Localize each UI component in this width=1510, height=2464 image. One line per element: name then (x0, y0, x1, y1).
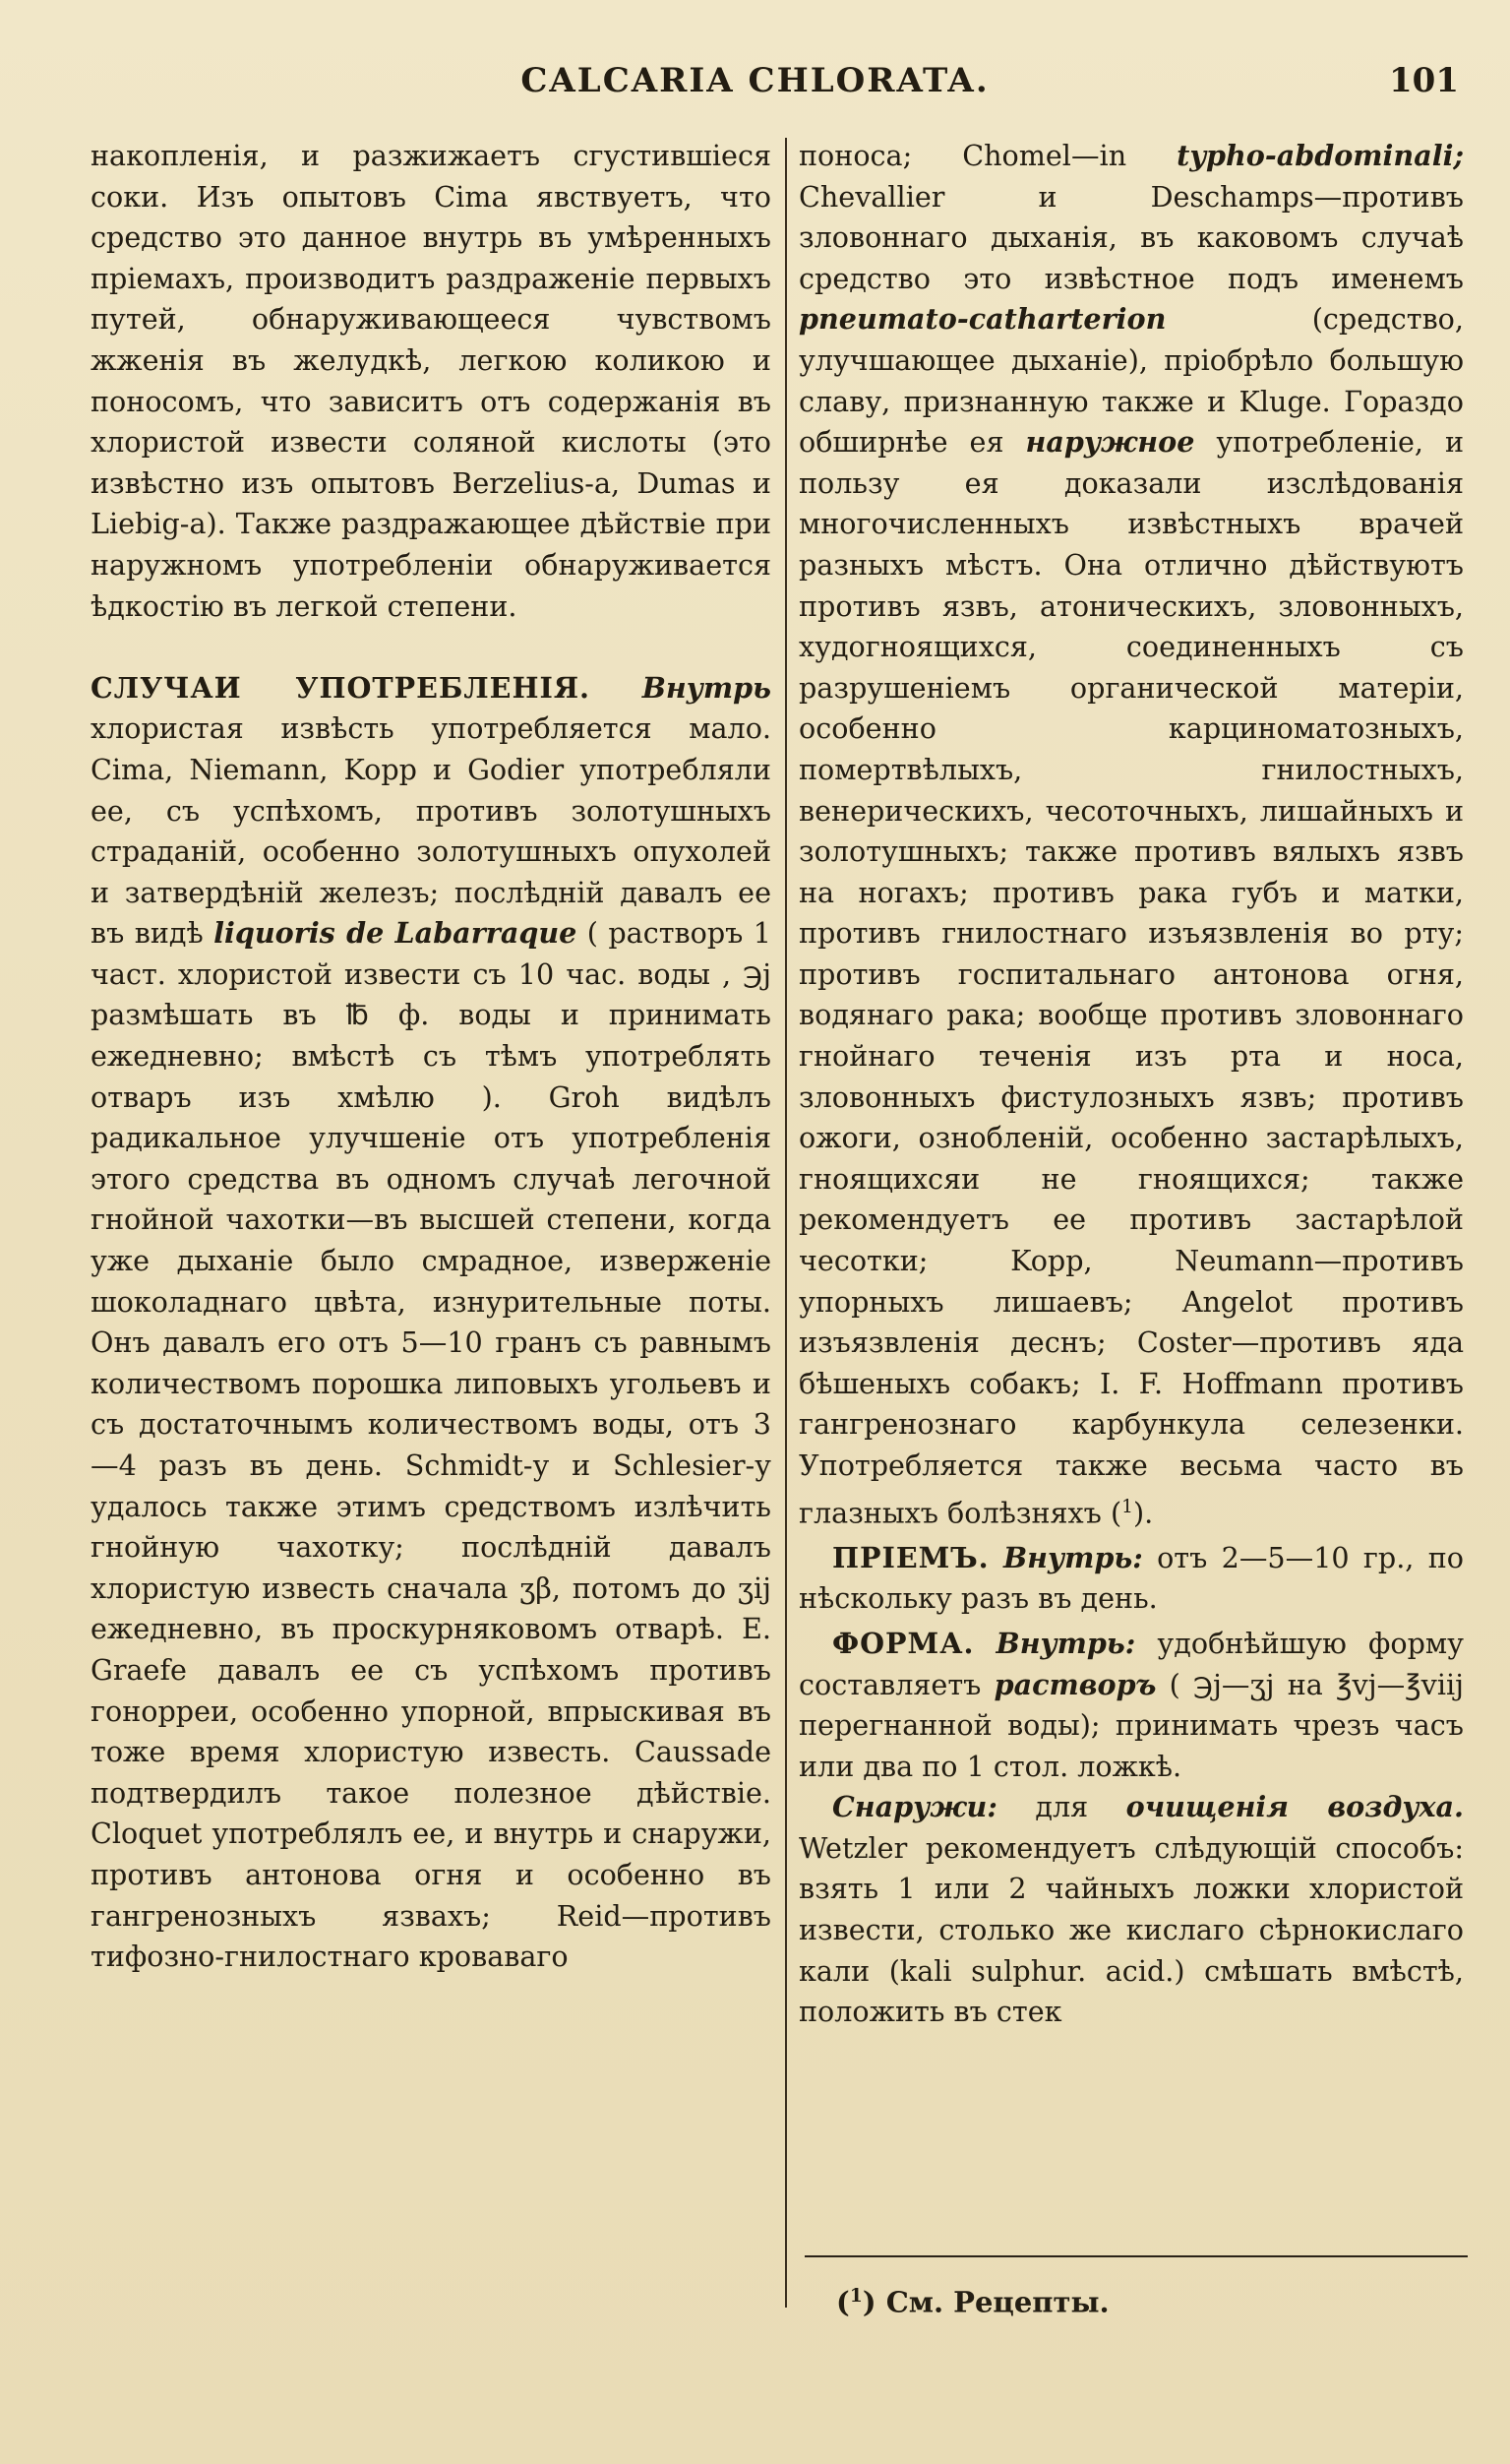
italic-internal: Внутрь: (996, 1626, 1136, 1660)
page-number: 101 (1389, 61, 1459, 100)
italic-air-cleaning: очищенія воздуха. (1125, 1790, 1464, 1824)
text-run: Chevallier и Deschamps—противъ зловоннаго дыханія, въ каковомъ случаѣ средство это извѣстное подъ именемъ (799, 179, 1464, 295)
left-column (91, 136, 771, 1978)
text-run: хлористая извѣсть употребляется мало. Cima, Niemann, Kopp и Godier употребляли ее, съ успѣхомъ, противъ золотушныхъ страданій, особенно золотушныхъ опухолей и затвердѣній железъ; послѣдній давалъ ее въ видѣ (91, 711, 771, 951)
italic-pneumato: pneumato-catharterion (799, 302, 1167, 337)
column-divider (785, 138, 787, 2308)
text-run: ( растворъ 1 част. хлористой извести съ 10 час. воды , ℈j размѣшать въ ℔ ф. воды и принимать ежедневно; вмѣстѣ съ тѣмъ употреблять отваръ изъ хмѣлю ). Groh видѣлъ радикальное улучшеніе отъ употребленія этого средства въ одномъ случаѣ легочной гнойной чахотки—въ высшей степени, когда уже дыханіе было смрадное, изверженіе шоколаднаго цвѣта, изнурительные поты. Онъ давалъ его отъ 5—10 гранъ съ равнымъ количествомъ порошка липовыхъ угольевъ и съ достаточнымъ количествомъ воды, отъ 3—4 разъ въ день. Schmidt-у и Schlesier-у удалось также этимъ средствомъ излѣчить гнойную чахотку; послѣдній давалъ хлористую известь сначала ʒβ, потомъ до ʒij ежедневно, въ проскурняковомъ отварѣ. E. Graefe давалъ ее съ успѣхомъ противъ гонорреи, особенно упорной, впрыскивая въ тоже время хлористую известь. Caussade подтвердилъ такое полезное дѣйствіе. Cloquet употреблялъ ее, и внутрь и снаружи, противъ антонова огня и особенно въ гангренозныхъ язвахъ; Reid—противъ тифозно-гнилостнаго кроваваго (91, 916, 771, 1974)
section-heading-dosage: ПРІЕМЪ. (832, 1540, 990, 1574)
text-run: (средство, улучшающее дыханіе), пріобрѣло большую славу, признанную также и Kluge. Гораздо обширнѣе ея (799, 302, 1464, 460)
italic-internal: Внутрь: (1002, 1540, 1143, 1574)
page-header (0, 61, 1510, 110)
text-run: поноса; Chomel—in (799, 139, 1127, 172)
right-column (799, 136, 1464, 2033)
italic-internal: Внутрь (641, 670, 771, 705)
footnote-marker: 1 (849, 2285, 863, 2307)
italic-external-use: Снаружи: (832, 1790, 997, 1824)
text-run: Wetzler рекомендуетъ слѣдующій способъ: взять 1 или 2 чайныхъ ложки хлористой извести, столько же кислаго сѣрнокислаго кали (kali sulphur. acid.) смѣшать вмѣстѣ, положить въ стек (799, 1830, 1464, 2029)
text-run: ( ℈j—ʒj на ℥vj—℥viij перегнанной воды); принимать чрезъ часъ или два по 1 стол. ложкѣ. (799, 1667, 1464, 1783)
footnote: ($^1$) См. Рецепты. (836, 2285, 1110, 2319)
italic-solution: растворъ (994, 1667, 1157, 1701)
italic-typho: typho-abdominali; (1177, 139, 1464, 172)
text-run: употребленіе, и пользу ея доказали изслѣдованія многочисленныхъ извѣстныхъ врачей разныхъ мѣстъ. Она отлично дѣйствуютъ противъ язвъ, атоническихъ, зловонныхъ, худогноящихся, соединенныхъ съ разрушеніемъ органической матеріи, особенно карциноматозныхъ, помертвѣлыхъ, гнилостныхъ, венерическихъ, чесоточныхъ, лишайныхъ и золотушныхъ; также противъ вялыхъ язвъ на ногахъ; противъ рака губъ и матки, противъ гнилостнаго изъязвленія во рту; противъ госпитальнаго антонова огня, водянаго рака; вообще противъ зловоннаго гнойнаго теченія изъ рта и носа, зловонныхъ фистулозныхъ язвъ; противъ ожоги, ознобленій, особенно застарѣлыхъ, гноящихсяи не гноящихся; также рекомендуетъ ее противъ застарѣлой чесотки; Kopp, Neumann—противъ упорныхъ лишаевъ; Angelot противъ изъязвленія деснъ; Coster—противъ яда бѣшеныхъ собакъ; I. F. Hoffmann противъ гангренознаго карбункула селезенки. Употребляется также весьма часто въ глазныхъ болѣзняхъ ( (799, 425, 1465, 1530)
footnote-text: См. Рецепты. (885, 2285, 1110, 2319)
text-run: ). (1132, 1496, 1154, 1530)
running-title: CALCARIA CHLORATA. (520, 61, 990, 100)
paragraph-dosage (799, 1538, 1464, 1620)
text-run: отъ 2—5—10 гр., по нѣскольку разъ въ день. (799, 1540, 1464, 1616)
paragraph-effects: накопленія, и разжижаетъ сгустившіеся соки. Изъ опытовъ Cima явствуетъ, что средство это данное внутрь въ умѣренныхъ пріемахъ, производитъ раздраженіе первыхъ путей, обнаруживающееся чувствомъ жженія въ желудкѣ, легкою коликою и поносомъ, что зависитъ отъ содержанія въ хлористой извести соляной кислоты (это извѣстно изъ опытовъ Berzelius-а, Dumas и Liebig-а). Также раздражающее дѣйствіе при наружномъ употребленіи обнаруживается ѣдкостію въ легкой степени. (91, 139, 771, 623)
paragraph-indications (91, 668, 771, 1978)
paragraph-form (799, 1624, 1464, 1787)
text-run: для (1035, 1790, 1089, 1824)
paragraph-external (799, 1787, 1464, 2033)
italic-external: наружное (1025, 425, 1195, 460)
footnote-ref[interactable]: 1 (1121, 1496, 1133, 1517)
section-heading-form: ФОРМА. (832, 1626, 975, 1660)
text-run: удобнѣйшую форму составляетъ (799, 1626, 1464, 1701)
section-heading-indications: СЛУЧАИ УПОТРЕБЛЕНІЯ. (91, 670, 591, 705)
italic-liquoris: liquoris de Labarraque (213, 916, 577, 951)
paragraph-continued (799, 136, 1464, 1534)
footnote-rule (805, 2255, 1468, 2257)
